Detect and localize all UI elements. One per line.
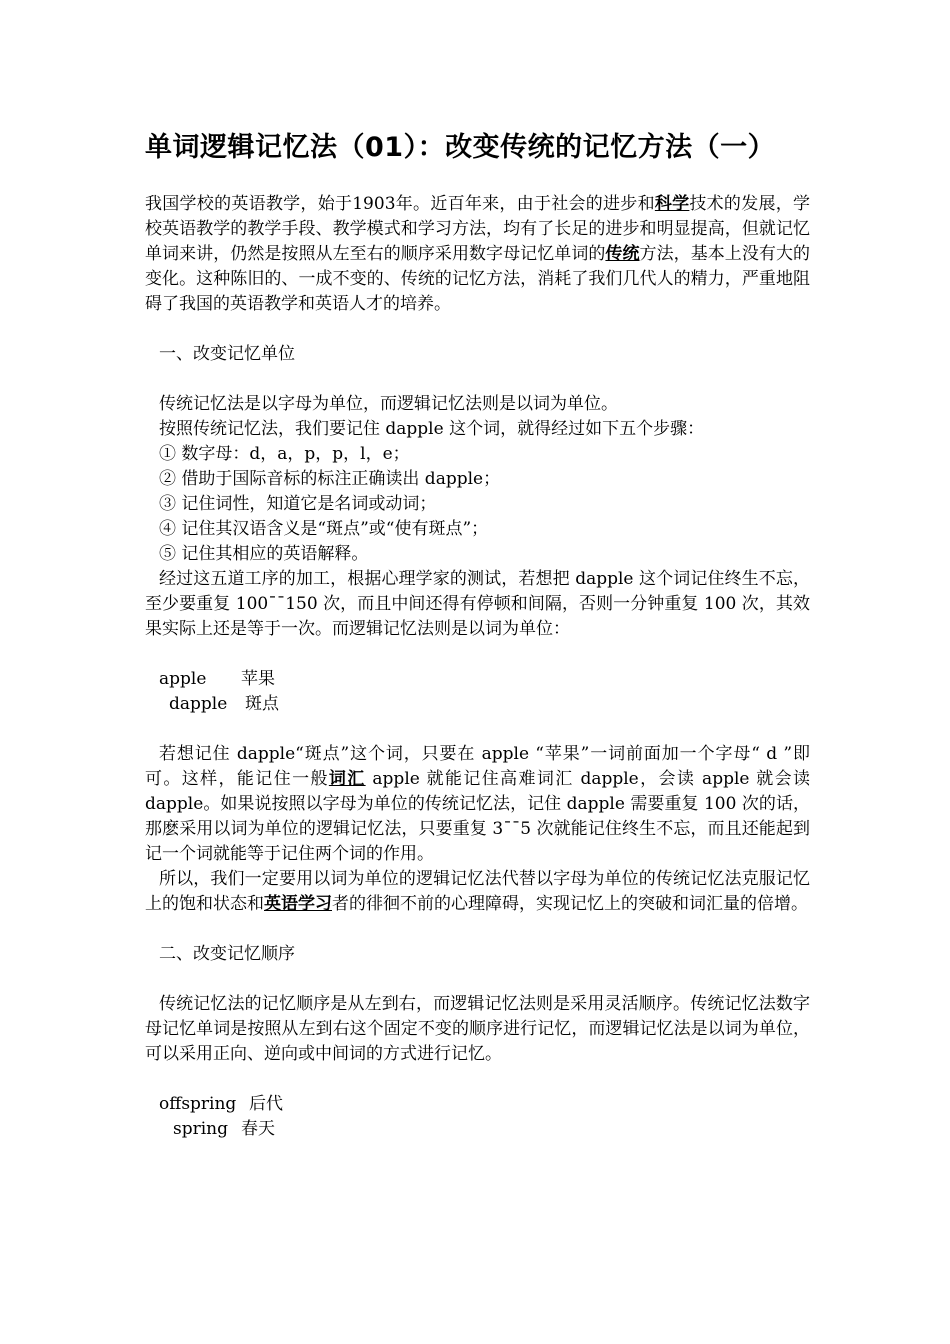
section1-para-4-text-b: apple 就能记住高难词汇 dapple，会读 apple 就会读 dapple。如果说按照以字母为单位的传统记忆法，记住 dapple 需要重复 100 次的话，那麽采用以词为单位的逻辑记忆法，只要重复 3¯¯5 次就能记住终生不忘，而且还能起到记一个词就能等于记住两个词的作用。 [145,769,811,864]
word-zh: 春天 [241,1119,275,1139]
intro-text-2: 技术的发展，学校英语教学的教学手段、教学模式和学习方法，均有了长足的进步和明显提高，但就记忆单词来讲，仍然是按照从左至右的顺序采用数字母记忆单词的 [145,194,811,264]
section2-para-1 [145,992,810,1067]
section2-heading: 二、改变记忆顺序 [159,944,295,964]
section1-para-3-text: 经过这五道工序的加工，根据心理学家的测试，若想把 dapple 这个词记住终生不忘，至少要重复 100¯¯150 次，而且中间还得有停顿和间隔，否则一分钟重复 100 次，其效果实际上还是等于一次。而逻辑记忆法则是以词为单位： [145,569,810,639]
step-item-1: ① 数字母：d，a，p，p，l，e； [159,444,410,464]
intro-text-1: 我国学校的英语教学，始于1903年。近百年来，由于社会的进步和 [145,194,655,214]
word-pair-row [145,1117,810,1142]
spacer [145,1067,810,1092]
section1-para-4-text-a: 若想记住 dapple“斑点”这个词，只要在 apple “苹果”一词前面加一个字母“ d ”即可。这样，能记住一般 [145,744,810,789]
section1-para-5-text-a: 所以，我们一定要用以词为单位的逻辑记忆法代替以字母为单位的传统记忆法克服记忆上的饱和状态和 [145,869,810,914]
link-science[interactable]: 科学 [654,194,690,214]
word-en: apple [159,669,207,689]
word-zh: 斑点 [245,694,279,714]
word-en: dapple [169,694,228,714]
word-pair-row [145,1092,810,1117]
spacer [145,367,810,392]
section1-para-1: 传统记忆法是以字母为单位，而逻辑记忆法则是以词为单位。 [159,394,618,414]
link-vocabulary[interactable]: 词汇 [328,769,366,789]
page-title: 单词逻辑记忆法（01）：改变传统的记忆方法（一） [145,132,776,163]
step-item-4: ④ 记住其汉语含义是“斑点”或“使有斑点”； [159,519,489,539]
intro-text-3: 方法，基本上没有大的变化。这种陈旧的、一成不变的、传统的记忆方法，消耗了我们几代人的精力，严重地阻碍了我国的英语教学和英语人才的培养。 [145,244,811,314]
section1-para-5 [145,867,810,917]
section1-para-3 [145,567,810,642]
step-item-3: ③ 记住词性，知道它是名词或动词； [159,494,437,514]
section1-para-5-text-b: 者的徘徊不前的心理障碍，实现记忆上的突破和词汇量的倍增。 [332,894,808,914]
section1-para-4 [145,742,810,867]
word-pair-row [145,667,810,692]
spacer [145,642,810,667]
section1-heading: 一、改变记忆单位 [159,344,295,364]
spacer [145,717,810,742]
word-zh: 苹果 [241,669,275,689]
link-tradition[interactable]: 传统 [605,244,640,264]
document-content [145,128,810,1142]
section2-para-1-text: 传统记忆法的记忆顺序是从左到右，而逻辑记忆法则是采用灵活顺序。传统记忆法数字母记忆单词是按照从左到右这个固定不变的顺序进行记忆，而逻辑记忆法是以词为单位，可以采用正向、逆向或中间词的方式进行记忆。 [145,994,810,1064]
step-item-2: ② 借助于国际音标的标注正确读出 dapple； [159,469,501,489]
intro-paragraph [145,192,810,317]
spacer [145,317,810,342]
step-item-5: ⑤ 记住其相应的英语解释。 [159,544,369,564]
word-en: offspring [159,1094,237,1114]
word-zh: 后代 [249,1094,283,1114]
spacer [145,967,810,992]
word-en: spring [173,1119,229,1139]
link-english-learning[interactable]: 英语学习 [264,894,332,914]
word-pair-row [145,692,810,717]
spacer [145,917,810,942]
section1-para-2: 按照传统记忆法，我们要记住 dapple 这个词，就得经过如下五个步骤： [159,419,705,439]
